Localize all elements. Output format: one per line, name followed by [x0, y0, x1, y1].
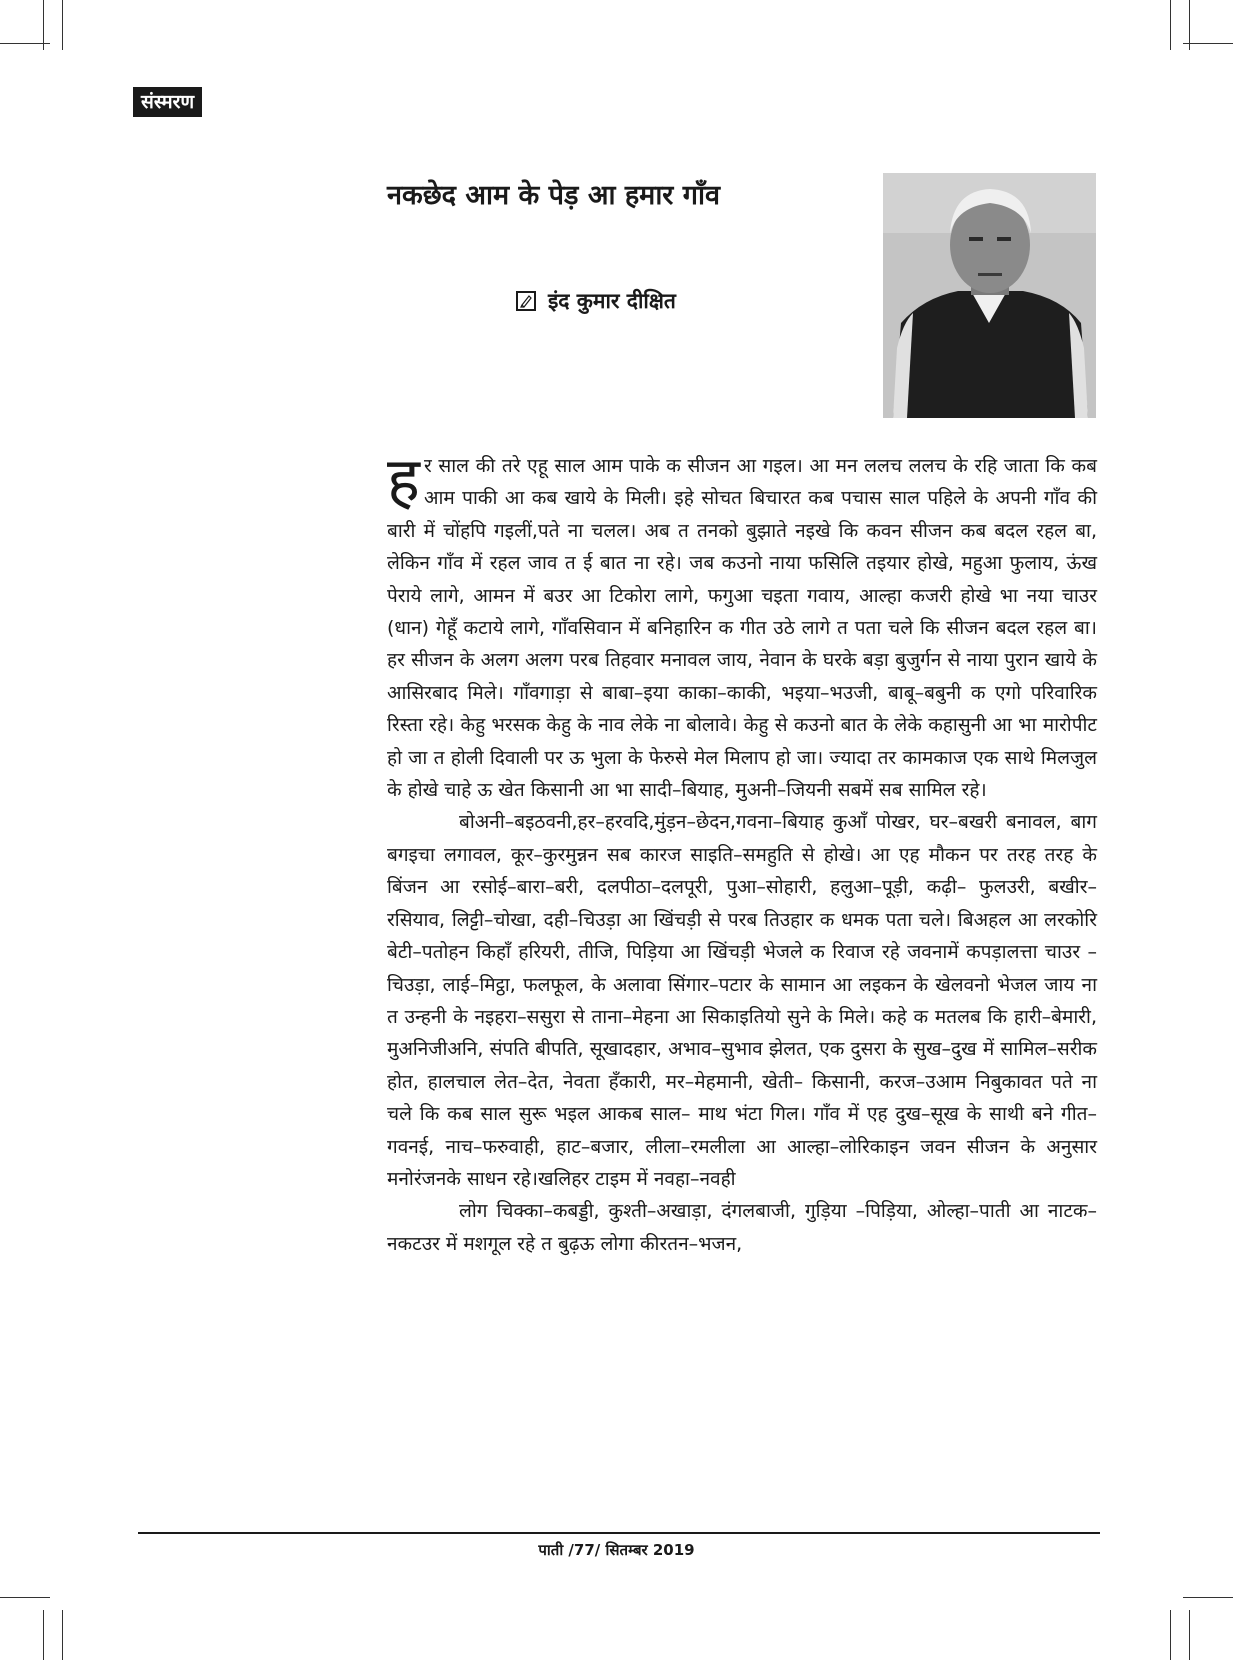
- paragraph: लोग चिक्का–कबड्डी, कुश्ती–अखाड़ा, दंगलबाजी, गुड़िया –पिड़िया, ओल्हा–पाती आ नाटक–नकटउर में मशगूल रहे त बुढ़ऊ लोगा कीरतन–भजन,: [387, 1200, 1097, 1255]
- section-label: संस्मरण: [133, 87, 202, 117]
- author-name: इंद कुमार दीक्षित: [548, 289, 676, 313]
- author-photo: [883, 173, 1096, 418]
- crop-mark: [1189, 1610, 1190, 1660]
- pen-icon: [516, 291, 536, 311]
- crop-mark: [0, 1597, 50, 1598]
- crop-mark: [43, 1610, 44, 1660]
- page-footer: पाती /77/ सितम्बर 2019: [538, 1541, 695, 1559]
- article-title: नकछेद आम के पेड़ आ हमार गाँव: [387, 180, 720, 211]
- crop-mark: [1183, 1597, 1233, 1598]
- crop-mark: [62, 1610, 63, 1660]
- footer-rule: [138, 1532, 1100, 1534]
- paragraph: हर साल की तरे एहू साल आम पाके क सीजन आ गइल। आ मन ललच ललच के रहि जाता कि कब आम पाकी आ कब खाये के मिली। इहे सोचत बिचारत कब पचास साल पहिले के अपनी गाँव की बारी में चोंहपि गइलीं,पते ना चलल। अब त तनको बुझाते नइखे कि कवन सीजन कब बदल रहल बा, लेकिन गाँव में रहल जाव त ई बात ना रहे। जब कउनो नाया फसिलि तइयार होखे, महुआ फुलाय, ऊंख पेराये लागे, आमन में बउर आ टिकोरा लागे, फगुआ चइता गवाय, आल्हा कजरी होखे भा नया चाउर (धान) गेहूँ कटाये लागे, गाँवसिवान में बनिहारिन क गीत उठे लागे त पता चले कि सीजन बदल रहल बा। हर सीजन के अलग अलग परब तिहवार मनावल जाय, नेवान के घरके बड़ा बुजुर्गन से नाया पुरान खाये के आसिरबाद मिले। गाँवगाड़ा से बाबा–इया काका–काकी, भइया–भउजी, बाबू–बबुनी क एगो परिवारिक रिस्ता रहे। केहु भरसक केहु के नाव लेके ना बोलावे। केहु से कउनो बात के लेके कहासुनी आ भा मारोपीट हो जा त होली दिवाली पर ऊ भुला के फेरुसे मेल मिलाप हो जा। ज्यादा तर कामकाज एक साथे मिलजुल के होखे चाहे ऊ खेत किसानी आ भा सादी–बियाह, मुअनी–जियनी सबमें सब सामिल रहे।: [387, 443, 1097, 802]
- crop-mark: [62, 0, 63, 50]
- crop-mark: [1170, 1610, 1171, 1660]
- paragraph: बोअनी–बइठवनी,हर–हरवदि,मुंड़न–छेदन,गवना–बियाह कुआँ पोखर, घर–बखरी बनावल, बाग बगइचा लगावल, कूर–कुरमुन्नन सब कारज साइति–समहुति से होखे। आ एह मौकन पर तरह तरह के बिंजन आ रसोई–बारा–बरी, दलपीठा–दलपूरी, पुआ–सोहारी, हलुआ–पूड़ी, कढ़ी– फुलउरी, बखीर–रसियाव, लिट्टी–चोखा, दही–चिउड़ा आ खिंचड़ी से परब तिउहार क धमक पता चले। बिअहल आ लरकोरि बेटी–पतोहन किहाँ हरियरी, तीजि, पिड़िया आ खिंचड़ी भेजले क रिवाज रहे जवनामें कपड़ालत्ता चाउर –चिउड़ा, लाई–मिट्ठा, फलफूल, के अलावा सिंगार–पटार के सामान आ लइकन के खेलवनो भेजल जाय ना त उन्हनी के नइहरा–ससुरा से ताना–मेहना आ सिकाइतियो सुने के मिले। कहे क मतलब कि हारी–बेमारी, मुअनिजीअनि, संपति बीपति, सूखादहार, अभाव–सुभाव झेलत, एक दुसरा के सुख–दुख में सामिल–सरीक होत, हालचाल लेत–देत, नेवता हँकारी, मर–मेहमानी, खेती– किसानी, करज–उआम निबुकावत पते ना चले कि कब साल सुरू भइल आकब साल– माथ भंटा गिल। गाँव में एह दुख–सूख के साथी बने गीत–गवनई, नाच–फरुवाही, हाट–बजार, लीला–रमलीला आ आल्हा–लोरिकाइन जवन सीजन के अनुसार मनोरंजनके साधन रहे।खलिहर टाइम में नवहा–नवही: [387, 811, 1097, 1190]
- crop-mark: [1170, 0, 1171, 50]
- crop-mark: [1183, 43, 1233, 44]
- crop-mark: [0, 43, 50, 44]
- author-byline: [516, 287, 676, 315]
- article-body: [387, 443, 1097, 1260]
